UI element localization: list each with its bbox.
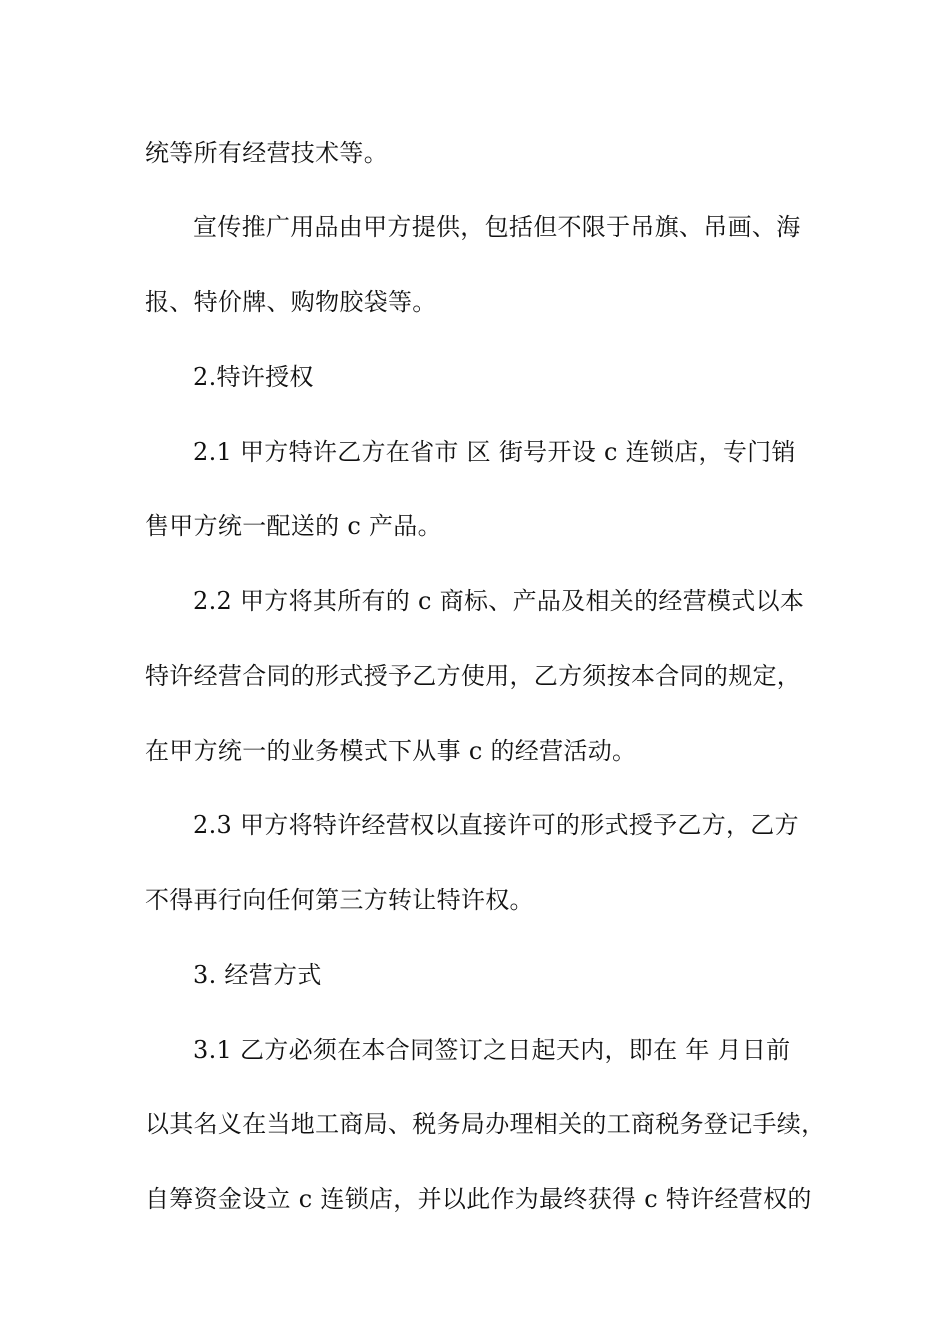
section-heading: 2.特许授权 [193, 363, 314, 391]
text-line: 不得再行向任何第三方转让特许权。 [145, 886, 534, 914]
text-line: 自筹资金设立 c 连锁店，并以此作为最终获得 c 特许经营权的 [145, 1185, 812, 1213]
paragraph-line: 宣传推广用品由甲方提供，包括但不限于吊旗、吊画、海 [193, 213, 801, 241]
clause-line: 2.1 甲方特许乙方在省市 区 街号开设 c 连锁店，专门销 [193, 438, 796, 466]
section-heading: 3. 经营方式 [193, 961, 322, 989]
text-line: 以其名义在当地工商局、税务局办理相关的工商税务登记手续， [145, 1110, 826, 1138]
text-line: 特许经营合同的形式授予乙方使用，乙方须按本合同的规定， [145, 662, 802, 690]
text-line: 在甲方统一的业务模式下从事 c 的经营活动。 [145, 737, 637, 765]
clause-line: 3.1 乙方必须在本合同签订之日起天内，即在 年 月日前 [193, 1036, 791, 1064]
clause-line: 2.3 甲方将特许经营权以直接许可的形式授予乙方，乙方 [193, 811, 799, 839]
text-line: 统等所有经营技术等。 [145, 139, 388, 167]
text-line: 售甲方统一配送的 c 产品。 [145, 512, 442, 540]
text-line: 报、特价牌、购物胶袋等。 [145, 288, 437, 316]
clause-line: 2.2 甲方将其所有的 c 商标、产品及相关的经营模式以本 [193, 587, 805, 615]
